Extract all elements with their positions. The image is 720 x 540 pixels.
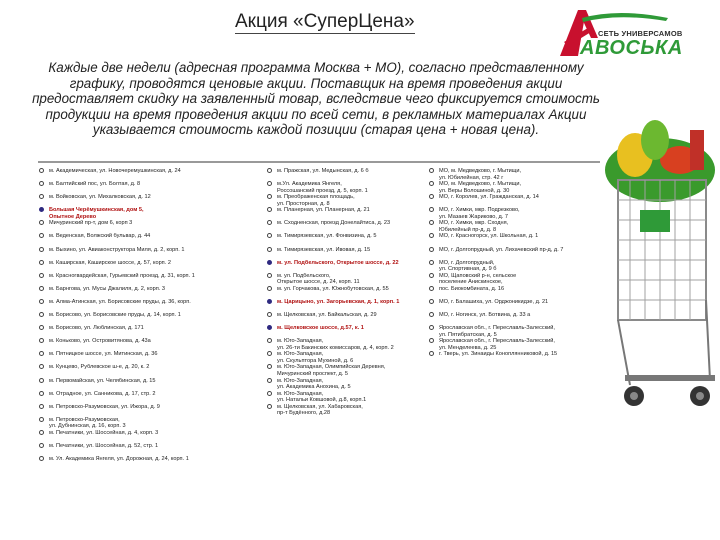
address-line: м. Юго-Западная, xyxy=(277,351,324,358)
bullet-icon xyxy=(429,299,434,304)
address-line: м. Сходненская, проезд Донелайтиса, д. 23 xyxy=(277,220,391,227)
address-line: МО, г. Химки, мкр. Подрезково, xyxy=(439,207,520,214)
address-line: м. Царицыно, ул. Загорьевская, д. 1, корп. 1 xyxy=(277,298,400,305)
store-address-item xyxy=(266,168,424,181)
store-address-item xyxy=(38,286,262,299)
bullet-icon xyxy=(429,312,434,317)
address-line: м. Красногвардейская, Гурьевский проезд, д. 31, корп. 1 xyxy=(49,272,195,279)
bullet-icon xyxy=(267,404,272,409)
store-address-item xyxy=(428,247,600,260)
bullet-icon xyxy=(267,391,272,396)
bullet-icon xyxy=(267,312,272,317)
address-line: м. Каширская, Каширское шоссе, д. 57, корп. 2 xyxy=(49,259,171,266)
store-address-item xyxy=(38,233,262,246)
address-line: м. Юго-Западная, Олимпийская Деревня, xyxy=(277,364,386,371)
store-address-item xyxy=(38,247,262,260)
bullet-icon xyxy=(39,338,44,343)
bullet-icon xyxy=(267,260,272,265)
address-line: МО, Щаповский р-н, сельское xyxy=(439,272,517,279)
page-title: Акция «СуперЦена» xyxy=(235,11,415,32)
bullet-icon xyxy=(39,404,44,409)
address-line: МО, м. Медведково, г. Мытищи, xyxy=(439,168,522,174)
bullet-icon xyxy=(39,168,44,173)
store-address-item xyxy=(38,404,262,417)
bullet-icon xyxy=(267,299,272,304)
bullet-icon xyxy=(267,220,272,225)
address-line-2: ул. 26-ти Бакинских комиссаров, д. 4, корп. 2 xyxy=(277,344,394,351)
address-line-2: ул. Юбилейная, стр. 42 г xyxy=(439,174,504,181)
store-address-item xyxy=(266,325,424,338)
store-address-item xyxy=(428,286,600,299)
store-address-item xyxy=(38,417,262,430)
address-line-2: ул. Мазаев Жариково, д. 7 xyxy=(439,213,508,220)
address-line: м. Пражская, ул. Медынская, д. 6 б xyxy=(277,168,369,174)
store-address-item xyxy=(38,378,262,391)
address-line-2: ул. Академика Анохина, д. 5 xyxy=(277,384,351,390)
bullet-icon xyxy=(429,273,434,278)
store-address-item xyxy=(428,233,600,246)
address-line: м. Выхино, ул. Авиаконструктора Миля, д. 2, корп. 1 xyxy=(49,246,185,253)
address-line-2: Мичуринский проспект, д. 5 xyxy=(277,370,349,377)
address-line-2: Юбилейный пр-д, д. 8 xyxy=(439,226,497,233)
address-line: МО, г. Долгопрудный, ул. Лихачевский пр-д, д. 7 xyxy=(439,246,564,253)
bullet-icon xyxy=(267,233,272,238)
address-line: м. Петровско-Разумовская, ул. Ижора, д. 9 xyxy=(49,403,160,410)
address-line-2: ул. Скульптора Мухиной, д. 6 xyxy=(277,357,354,364)
store-address-item xyxy=(428,338,600,351)
bullet-icon xyxy=(267,168,272,173)
address-line: м. Юго-Западная, xyxy=(277,338,324,345)
address-line: м. Отрадное, ул. Санникова, д. 17, стр. 2 xyxy=(49,390,156,397)
bullet-icon xyxy=(39,391,44,396)
bullet-icon xyxy=(267,351,272,356)
address-line: МО, г. Долгопрудный, xyxy=(439,259,495,266)
store-address-item xyxy=(428,207,600,220)
logo-tagline: СЕТЬ УНИВЕРСАМОВ xyxy=(598,29,683,38)
address-line-2: ул. Пятибратская, д. 5 xyxy=(439,331,497,338)
address-line: м. Щелковская, ул. Хабаровская, xyxy=(277,403,363,410)
bullet-icon xyxy=(39,181,44,186)
address-line: г. Тверь, ул. Зинаиды Коноплянниковой, д. 15 xyxy=(439,351,558,358)
store-address-item xyxy=(266,181,424,194)
bullet-icon xyxy=(267,247,272,252)
bullet-icon xyxy=(429,286,434,291)
address-line: м. Юго-Западная, xyxy=(277,377,324,384)
address-line: м. Алма-Атинская, ул. Борисовские пруды, д. 36, корп. xyxy=(49,298,191,305)
address-line: м. Веденская, Волжский бульвар, д. 44 xyxy=(49,233,151,240)
bullet-icon xyxy=(429,351,434,356)
store-list-region xyxy=(428,168,600,364)
store-address-item xyxy=(428,260,600,273)
bullet-icon xyxy=(429,247,434,252)
bullet-icon xyxy=(39,417,44,422)
address-line: м. ул. Горчакова, ул. Южнобутовская, д. 55 xyxy=(277,285,389,292)
bullet-icon xyxy=(39,378,44,383)
store-address-item xyxy=(38,181,262,194)
store-address-item xyxy=(38,338,262,351)
store-address-item xyxy=(428,168,600,181)
address-line: м.Ул. Академика Янгеля, xyxy=(277,181,342,188)
store-address-item xyxy=(428,220,600,233)
store-address-item xyxy=(266,351,424,364)
store-address-item xyxy=(266,404,424,417)
store-list-moscow-2 xyxy=(266,168,424,417)
bullet-icon xyxy=(39,207,44,212)
store-address-item xyxy=(266,220,424,233)
bullet-icon xyxy=(39,312,44,317)
bullet-icon xyxy=(267,181,272,186)
store-address-item xyxy=(266,299,424,312)
bullet-icon xyxy=(39,430,44,435)
store-address-item xyxy=(38,220,262,233)
address-line-2: ул. Веры Волошиной, д. 30 xyxy=(439,187,510,194)
address-line: Ярославская обл., г. Переславль-Залесский, xyxy=(439,338,555,345)
store-address-item xyxy=(38,299,262,312)
bullet-icon xyxy=(429,220,434,225)
store-address-item xyxy=(428,273,600,286)
store-address-item xyxy=(266,338,424,351)
bullet-icon xyxy=(429,168,434,173)
address-line: м. Щелковская, ул. Байкальская, д. 29 xyxy=(277,312,377,319)
bullet-icon xyxy=(39,233,44,238)
store-address-item xyxy=(38,194,262,207)
address-line: м. Щелковское шоссе, д.57, к. 1 xyxy=(277,325,364,332)
store-address-item xyxy=(428,299,600,312)
address-line: м. Кунцево, Рублевское ш-е, д. 20, к. 2 xyxy=(49,364,150,371)
store-address-item xyxy=(38,168,262,181)
bullet-icon xyxy=(39,286,44,291)
address-line-2: поселение Анискинское, xyxy=(439,279,503,286)
address-line-2: пр-т Будённого, д.28 xyxy=(277,410,331,417)
bullet-icon xyxy=(267,207,272,212)
bullet-icon xyxy=(267,378,272,383)
store-address-item xyxy=(266,273,424,286)
address-line: м. Петровско-Разумовская, xyxy=(49,416,120,423)
address-line: м. Тимирязевская, ул. Ивовая, д. 15 xyxy=(277,246,371,253)
store-address-item xyxy=(38,391,262,404)
bullet-icon xyxy=(39,260,44,265)
address-line: МО, г. Красногорск, ул. Школьная, д. 1 xyxy=(439,233,539,240)
address-line-2: ул. Спортивная, д. 9 б xyxy=(439,266,497,273)
bullet-icon xyxy=(429,260,434,265)
store-address-item xyxy=(266,207,424,220)
address-line: МО, м. Медведково, г. Мытищи, xyxy=(439,181,522,188)
logo-wordmark: АВОСЬКА xyxy=(580,37,683,59)
bullet-icon xyxy=(429,194,434,199)
shopping-cart-image xyxy=(600,100,715,420)
address-line: Мичуринский пр-т, дом 6, корп 3 xyxy=(49,220,133,227)
store-address-item xyxy=(266,286,424,299)
store-address-item xyxy=(38,430,262,443)
store-address-item xyxy=(428,351,600,364)
address-line: м. Пятницкое шоссе, ул. Митинская, д. 36 xyxy=(49,351,158,358)
brand-logo xyxy=(558,6,708,60)
address-line-2: ул. Дубнинская, д. 16, корп. 3 xyxy=(49,423,126,430)
bullet-icon xyxy=(429,207,434,212)
bullet-icon xyxy=(39,456,44,461)
address-line: пос. Биокомбината, д. 16 xyxy=(439,285,505,292)
store-address-item xyxy=(38,325,262,338)
bullet-icon xyxy=(429,325,434,330)
store-address-item xyxy=(38,443,262,456)
address-line: м. Коньково, ул. Островитянова, д. 43а xyxy=(49,338,151,345)
address-line: МО, г. Химки, мкр. Сходня, xyxy=(439,220,509,227)
address-line: м. Юго-Западная, xyxy=(277,390,324,397)
bullet-icon xyxy=(267,286,272,291)
address-line: Ярославская обл., г. Переславль-Залесский, xyxy=(439,325,555,332)
address-line: м. ул. Подбельского, Открытое шоссе, д. 22 xyxy=(277,259,399,266)
address-line-2: Опытное Дерево xyxy=(49,213,97,220)
address-line-2: Россошанский проезд, д. 5, корп. 1 xyxy=(277,187,368,194)
address-line: МО, г. Балашиха, ул. Орджоникидзе, д. 21 xyxy=(439,298,549,305)
address-line: МО, г. Ногинск, ул. Ботвина, д. 33 а xyxy=(439,312,531,319)
bullet-icon xyxy=(39,194,44,199)
bullet-icon xyxy=(267,364,272,369)
store-address-item xyxy=(266,260,424,273)
store-address-item xyxy=(266,247,424,260)
address-line: м. Борисово, ул. Люблинская, д. 171 xyxy=(49,325,144,332)
store-address-item xyxy=(266,312,424,325)
bullet-icon xyxy=(39,443,44,448)
bullet-icon xyxy=(267,338,272,343)
store-list-moscow-1 xyxy=(38,168,262,469)
address-line-2: ул. Натальи Ковшовой, д.8, корп.1 xyxy=(277,397,367,404)
store-address-item xyxy=(266,378,424,391)
grocery-cart-icon xyxy=(600,100,715,420)
address-line: м. Печатники, ул. Шоссейная, д. 52, стр. 1 xyxy=(49,442,159,449)
address-line: м. Тимирязевская, ул. Фонвизина, д. 5 xyxy=(277,233,377,240)
store-address-item xyxy=(38,207,262,220)
intro-paragraph: Каждые две недели (адресная программа Москва + МО), согласно представленному графику, проводятся ценовые акции. Поставщик на время проведения акции предоставляет скидку на заявленный товар, вследствие чего фиксируется стоимость продукции на время проведения акции по всей сети, в рекламных материалах Акции указывается стоимость каждой позиции (старая цена + новая цена). xyxy=(32,60,600,138)
store-address-item xyxy=(266,391,424,404)
bullet-icon xyxy=(39,273,44,278)
bullet-icon xyxy=(429,338,434,343)
store-address-item xyxy=(266,364,424,377)
address-line: м. Ул. Академика Янгеля, ул. Дорожная, д. 24, корп. 1 xyxy=(49,456,189,463)
bullet-icon xyxy=(39,247,44,252)
address-line: м. Борисово, ул. Борисовские пруды, д. 14, корп. 1 xyxy=(49,312,181,319)
store-address-item xyxy=(38,273,262,286)
bullet-icon xyxy=(267,325,272,330)
address-line: м. Академическая, ул. Новочеремушкинская, д. 24 xyxy=(49,168,181,174)
address-line: МО, г. Королев, ул. Гражданская, д. 14 xyxy=(439,194,539,201)
store-address-item xyxy=(428,312,600,325)
store-address-item xyxy=(428,181,600,194)
address-line: м. Балтийский пос, ул. Болтая, д. 8 xyxy=(49,181,141,188)
address-line: Большая Черёмушкинская, дом 5, xyxy=(49,207,144,214)
address-line: м. Барнгова, ул. Мусы Джалиля, д. 2, корп. 3 xyxy=(49,285,165,292)
store-address-item xyxy=(38,364,262,377)
address-line: м. Преображенская площадь, xyxy=(277,194,355,201)
bullet-icon xyxy=(39,220,44,225)
address-line: м. Планерная, ул. Планерная, д. 21 xyxy=(277,207,370,214)
address-line: м. Первомайская, ул. Челябинская, д. 15 xyxy=(49,377,156,384)
store-address-item xyxy=(266,233,424,246)
bullet-icon xyxy=(39,325,44,330)
bullet-icon xyxy=(39,351,44,356)
bullet-icon xyxy=(267,273,272,278)
bullet-icon xyxy=(429,233,434,238)
bullet-icon xyxy=(429,181,434,186)
store-address-item xyxy=(428,325,600,338)
store-address-item xyxy=(38,312,262,325)
store-address-item xyxy=(38,351,262,364)
store-address-item xyxy=(428,194,600,207)
address-line: м. Войковская, ул. Михалковская, д. 12 xyxy=(49,194,151,201)
address-line: м. ул. Подбельского, xyxy=(277,272,331,279)
bullet-icon xyxy=(39,364,44,369)
address-line-2: ул. Просторная, д. 8 xyxy=(277,200,330,207)
divider xyxy=(38,161,600,163)
address-line: м. Печатники, ул. Шоссейная, д. 4, корп. 3 xyxy=(49,429,159,436)
store-address-item xyxy=(266,194,424,207)
address-line-2: Открытое шоссе, д. 24, корп. 11 xyxy=(277,279,360,286)
bullet-icon xyxy=(267,194,272,199)
address-line-2: ул. Менделеева, д. 25 xyxy=(439,344,497,351)
store-address-item xyxy=(38,260,262,273)
bullet-icon xyxy=(39,299,44,304)
store-address-item xyxy=(38,456,262,469)
